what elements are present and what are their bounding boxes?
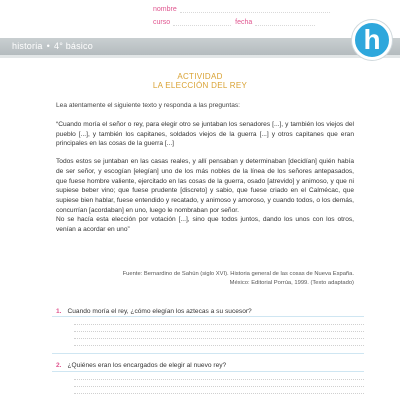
quote-paragraph-1: “Cuando moría el señor o rey, para elegir otro se juntaban los senadores [...], y también los viejos del pueblo [...], y también los capitanes, soldados viejos de la guerra [...] y otros capitanes que eran principales en las cosas de la guerra [...]: [56, 121, 354, 148]
answer-lines-2[interactable]: [74, 373, 364, 394]
answer-line[interactable]: [74, 387, 364, 394]
source-quote: [56, 120, 354, 243]
question-text: Cuando moría el rey, ¿cómo elegían los aztecas a su sucesor?: [67, 308, 252, 315]
date-line[interactable]: [255, 18, 315, 26]
quote-paragraph-2: Todos estos se juntaban en las casas reales, y allí pensaban y determinaban [decidían] quién había de ser señor, y escogían [elegían] uno de los más nobles de la línea de los señores antepasados, que fuese hombre valiente, ejercitado en las cosas de la guerra, osado [atrevido] y animoso, y que ni supiese beber vino; que fuese prudente [discreto] y sabio, que fuese criado en el Calmécac, que supiese bien hablar, fuese entendido y recatado, y animoso y amoroso, y cuando todos, o los demás, concurrían [acordaban] en uno, luego le nombraban por señor.: [56, 158, 354, 214]
subject-name: historia: [12, 41, 43, 51]
subject-bar-shadow: [0, 55, 400, 58]
question-number: 2.: [56, 362, 62, 369]
name-label: nombre: [153, 6, 177, 13]
course-label: curso: [153, 19, 171, 26]
name-line[interactable]: [180, 5, 330, 13]
source-citation: [54, 270, 354, 287]
course-field[interactable]: [153, 18, 315, 26]
answer-line[interactable]: [74, 373, 364, 380]
logo-icon: h: [352, 20, 392, 60]
question-text: ¿Quiénes eran los encargados de elegir al nuevo rey?: [67, 362, 227, 369]
course-line[interactable]: [173, 18, 231, 26]
source-line-2: México: Editorial Porrúa, 1999. (Texto adaptado): [229, 279, 354, 286]
name-field[interactable]: [153, 5, 330, 13]
instructions: Lea atentamente el siguiente texto y responda a las preguntas:: [56, 102, 241, 109]
date-label: fecha: [235, 19, 253, 26]
answer-line[interactable]: [74, 325, 364, 332]
quote-paragraph-3: No se hacía esta elección por votación [...], sino que todos juntos, dando los unos con los otros, venían a acordar en uno”: [56, 216, 354, 234]
source-line-1: Fuente: Bernardino de Sahún (siglo XVI). Historia general de las cosas de Nueva España.: [122, 271, 354, 277]
worksheet-header: [0, 0, 400, 72]
answer-line[interactable]: [74, 318, 364, 325]
question-2: [56, 362, 226, 369]
subject-separator: •: [46, 41, 50, 51]
answer-lines-1[interactable]: [74, 318, 364, 346]
question-1: [56, 308, 252, 315]
answer-line[interactable]: [74, 339, 364, 346]
answer-line[interactable]: [74, 380, 364, 387]
grade-name: 4° básico: [53, 41, 93, 51]
activity-label: ACTIVIDAD: [177, 72, 223, 81]
subject-label: [12, 39, 93, 54]
answer-line[interactable]: [74, 332, 364, 339]
activity-title: LA ELECCIÓN DEL REY: [152, 81, 248, 90]
question-number: 1.: [56, 308, 62, 315]
